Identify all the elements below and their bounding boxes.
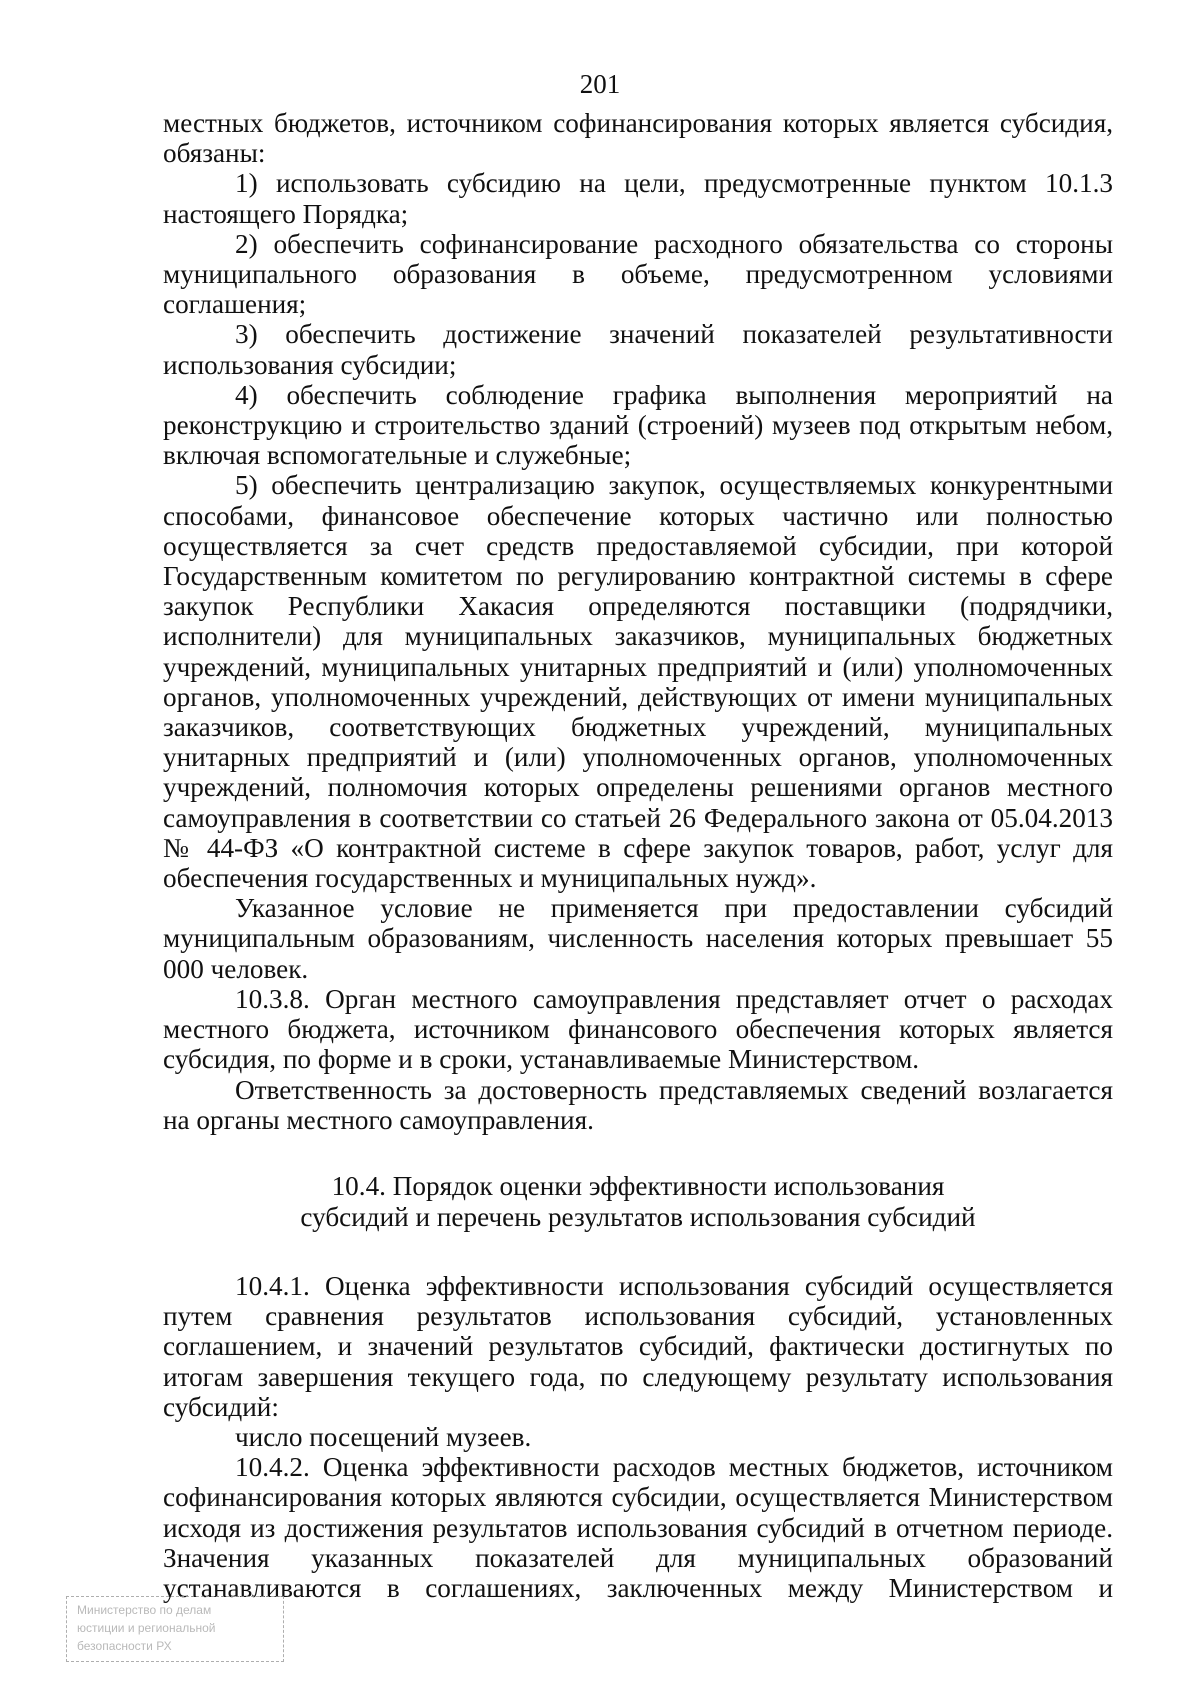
stamp-line: безопасности РХ [77, 1639, 172, 1653]
list-item-5: 5) обеспечить централизацию закупок, осуществляемых конкурентными способами, финансовое обеспечение которых частично или полностью осуществляется за счет средств предоставляемой субсидии, при которой Государственным комитетом по регулированию контрактной системы в сфере закупок Республики Хакасия определяются поставщики (подрядчики, исполнители) для муниципальных заказчиков, муниципальных бюджетных учреждений, муниципальных унитарных предприятий и (или) уполномоченных органов, уполномоченных учреждений, действующих от имени муниципальных заказчиков, соответствующих бюджетных учреждений, муниципальных унитарных предприятий и (или) уполномоченных органов, уполномоченных учреждений, полномочия которых определены решениями органов местного самоуправления в соответствии со статьей 26 Федерального закона от 05.04.2013 № 44-ФЗ «О контрактной системе в сфере закупок товаров, работ, услуг для обеспечения государственных и муниципальных нужд». [163, 470, 1113, 894]
clause-10-4-2: 10.4.2. Оценка эффективности расходов местных бюджетов, источником софинансирования которых являются субсидии, осуществляется Министерством исходя из достижения результатов использования субсидий в отчетном периоде. Значения указанных показателей для муниципальных образований устанавливаются в соглашениях, заключенных между Министерством и [163, 1452, 1113, 1603]
paragraph: Указанное условие не применяется при предоставлении субсидий муниципальным образованиям, численность населения которых превышает 55 000 человек. [163, 893, 1113, 984]
list-item-1: 1) использовать субсидию на цели, предусмотренные пунктом 10.1.3 настоящего Порядка; [163, 168, 1113, 229]
clause-10-4-1: 10.4.1. Оценка эффективности использования субсидий осуществляется путем сравнения результатов использования субсидий, установленных соглашением, и значений результатов субсидий, фактически достигнутых по итогам завершения текущего года, по следующему результату использования субсидий: [163, 1270, 1113, 1422]
section-heading [163, 1171, 1113, 1233]
section-heading-line: субсидий и перечень результатов использования субсидий [300, 1201, 976, 1232]
paragraph: Ответственность за достоверность представляемых сведений возлагается на органы местного самоуправления. [163, 1074, 1113, 1135]
stamp-line: Министерство по делам [77, 1603, 212, 1617]
list-item-3: 3) обеспечить достижение значений показателей результативности использования субсидии; [163, 319, 1113, 380]
document-body [163, 108, 1113, 1603]
list-item-4: 4) обеспечить соблюдение графика выполнения мероприятий на реконструкцию и строительство зданий (строений) музеев под открытым небом, включая вспомогательные и служебные; [163, 379, 1113, 471]
clause-10-3-8: 10.3.8. Орган местного самоуправления представляет отчет о расходах местного бюджета, источником финансового обеспечения которых является субсидия, по форме и в сроки, устанавливаемые Министерством. [163, 983, 1113, 1075]
paragraph: число посещений музеев. [235, 1421, 532, 1452]
page-number: 201 [579, 69, 621, 99]
list-item-2: 2) обеспечить софинансирование расходного обязательства со стороны муниципального образования в объеме, предусмотренном условиями соглашения; [163, 228, 1113, 320]
stamp-line: юстиции и региональной [77, 1621, 216, 1635]
registration-stamp [66, 1596, 284, 1662]
section-heading-line: 10.4. Порядок оценки эффективности использования [331, 1170, 945, 1201]
paragraph: местных бюджетов, источником софинансирования которых является субсидия, обязаны: [163, 108, 1113, 169]
